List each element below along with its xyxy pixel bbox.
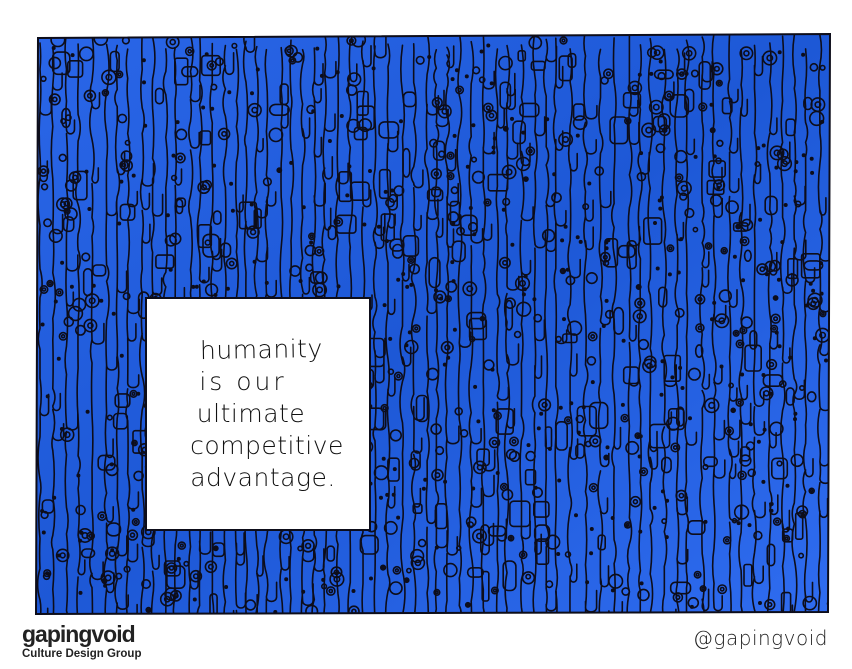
brand-logo <box>22 622 141 661</box>
quote-box <box>150 300 368 528</box>
quote-line-5: advantage. <box>190 463 336 492</box>
brand-tagline: Culture Design Group <box>22 648 142 660</box>
brand-name: gapingvoid <box>22 621 135 647</box>
quote-line-4: competitive <box>190 431 344 460</box>
quote-line-2: is our <box>199 367 287 396</box>
quote-line-3: ultimate <box>196 399 306 428</box>
quote-line-1: humanity <box>199 333 323 366</box>
social-handle: @gapingvoid <box>692 626 828 650</box>
